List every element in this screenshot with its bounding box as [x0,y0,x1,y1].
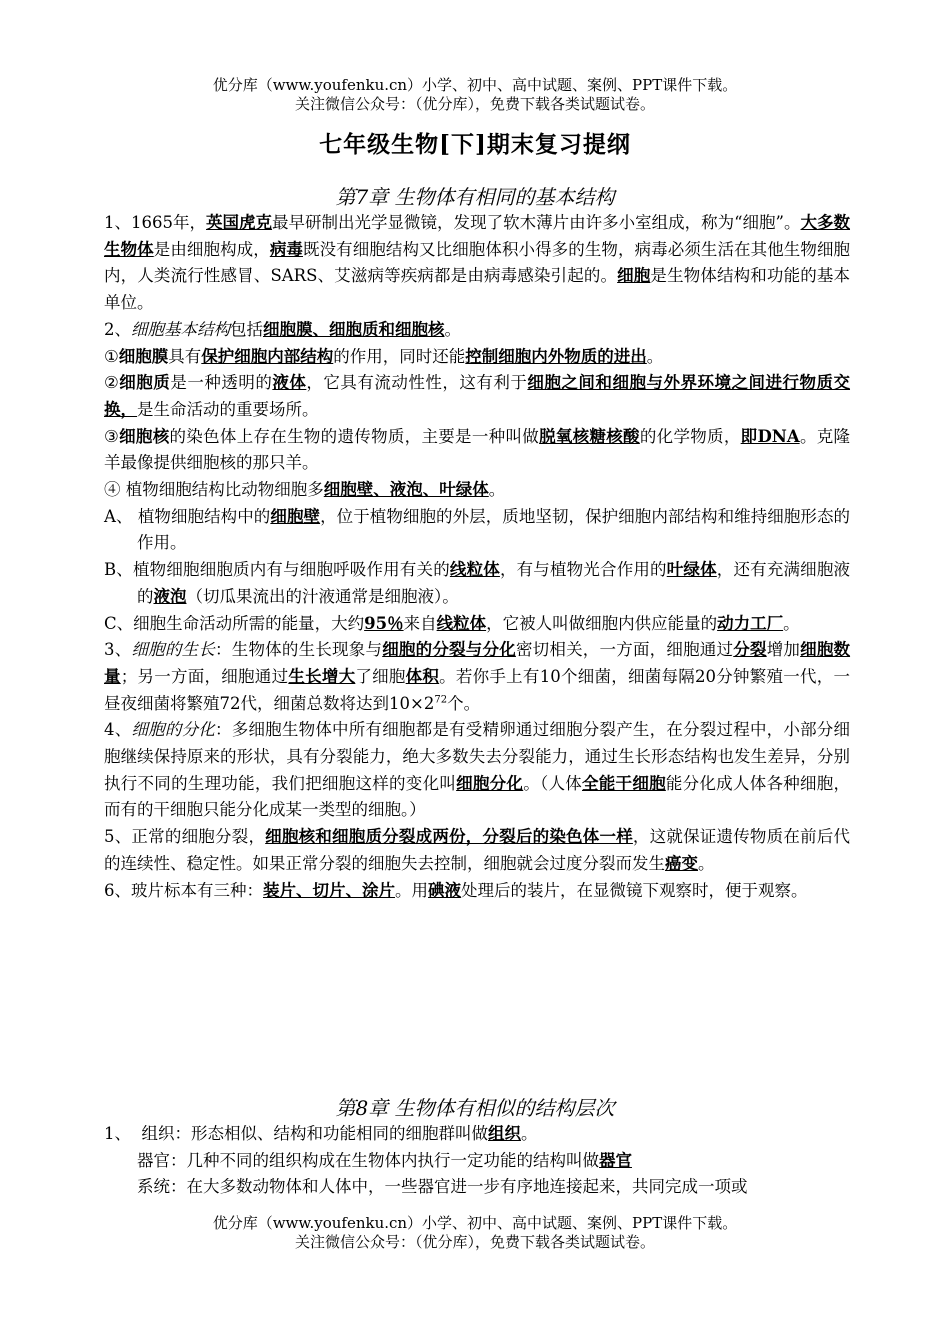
paragraph-a: A、 植物细胞结构中的细胞壁，位于植物细胞的外层，质地坚韧，保护细胞内部结构和维持细胞形态的作用。 [104,506,851,553]
paragraph-4: 4、细胞的分化：多细胞生物体中所有细胞都是有受精卵通过细胞分裂产生，在分裂过程中，小部分细胞继续保持原来的形状，具有分裂能力，绝大多数失去分裂能力，通过生长形态结构也发生差异，分别执行不同的生理功能，我们把细胞这样的变化叫细胞分化。（人体全能干细胞能分化成人体各种细胞，而有的干细胞只能分化成某一类型的细胞。） [104,720,851,820]
paragraph-6: 6、玻片标本有三种：装片、切片、涂片。用碘液处理后的装片，在显微镜下观察时，便于观察。 [104,880,808,900]
chapter-8-paragraph-2: 器官：几种不同的组织构成在生物体内执行一定功能的结构叫做器官 [137,1150,632,1170]
chapter-8-heading: 第8章 生物体有相似的结构层次 [335,1096,615,1120]
paragraph-2-4: ④ 植物细胞结构比动物细胞多细胞壁、液泡、叶绿体。 [104,480,506,500]
header-line-1: 优分库（www.youfenku.cn）小学、初中、高中试题、案例、PPT课件下载。 [212,76,738,94]
paragraph-5: 5、正常的细胞分裂，细胞核和细胞质分裂成两份，分裂后的染色体一样，这就保证遗传物质在前后代的连续性、稳定性。如果正常分裂的细胞失去控制，细胞就会过度分裂而发生癌变。 [104,827,851,873]
page-header [0,76,950,114]
footer-line-2: 关注微信公众号：（优分库），免费下载各类试题试卷。 [294,1233,655,1251]
document-title: 七年级生物[下]期末复习提纲 [319,131,631,158]
chapter-7-heading: 第7章 生物体有相同的基本结构 [335,185,615,209]
footer-line-1: 优分库（www.youfenku.cn）小学、初中、高中试题、案例、PPT课件下载。 [212,1214,738,1232]
chapter-7-body [104,210,850,904]
header-line-2: 关注微信公众号：（优分库），免费下载各类试题试卷。 [294,95,655,113]
paragraph-2-2: ②细胞质是一种透明的液体，它具有流动性性，这有利于细胞之间和细胞与外界环境之间进行物质交换，是生命活动的重要场所。 [104,373,851,419]
paragraph-2: 2、细胞基本结构包括细胞膜、细胞质和细胞核。 [104,319,461,339]
paragraph-2-1: ①细胞膜具有保护细胞内部结构的作用，同时还能控制细胞内外物质的进出。 [104,346,664,366]
chapter-8-body [104,1121,850,1201]
paragraph-3: 3、细胞的生长：生物体的生长现象与细胞的分裂与分化密切相关，一方面，细胞通过分裂增加细胞数量；另一方面，细胞通过生长增大了细胞体积。若你手上有10个细菌，细菌每隔20分钟繁殖一代，一昼夜细菌将繁殖72代，细菌总数将达到$10\times 2^{72}$个。 [104,640,851,713]
paragraph-2-3: ③细胞核的染色体上存在生物的遗传物质，主要是一种叫做脱氧核糖核酸的化学物质，即DNA。克隆羊最像提供细胞核的那只羊。 [104,426,851,473]
paragraph-1: 1、1665年，英国虎克最早研制出光学显微镜，发现了软木薄片由许多小室组成，称为“细胞”。大多数生物体是由细胞构成，病毒既没有细胞结构又比细胞体积小得多的生物，病毒必须生活在其他生物细胞内，人类流行性感冒、SARS、艾滋病等疾病都是由病毒感染引起的。细胞是生物体结构和功能的基本单位。 [104,213,851,313]
chapter-8-paragraph-3: 系统：在大多数动物体和人体中，一些器官进一步有序地连接起来，共同完成一项或 [137,1177,748,1197]
page-footer [0,1214,950,1252]
paragraph-b: B、植物细胞细胞质内有与细胞呼吸作用有关的线粒体，有与植物光合作用的叶绿体，还有充满细胞液的液泡（切瓜果流出的汁液通常是细胞液）。 [104,560,851,606]
paragraph-c: C、细胞生命活动所需的能量，大约95％来自线粒体，它被人叫做细胞内供应能量的动力工厂。 [104,613,800,633]
chapter-8-paragraph-1: 1、 组织：形态相似、结构和功能相同的细胞群叫做组织。 [104,1124,538,1143]
